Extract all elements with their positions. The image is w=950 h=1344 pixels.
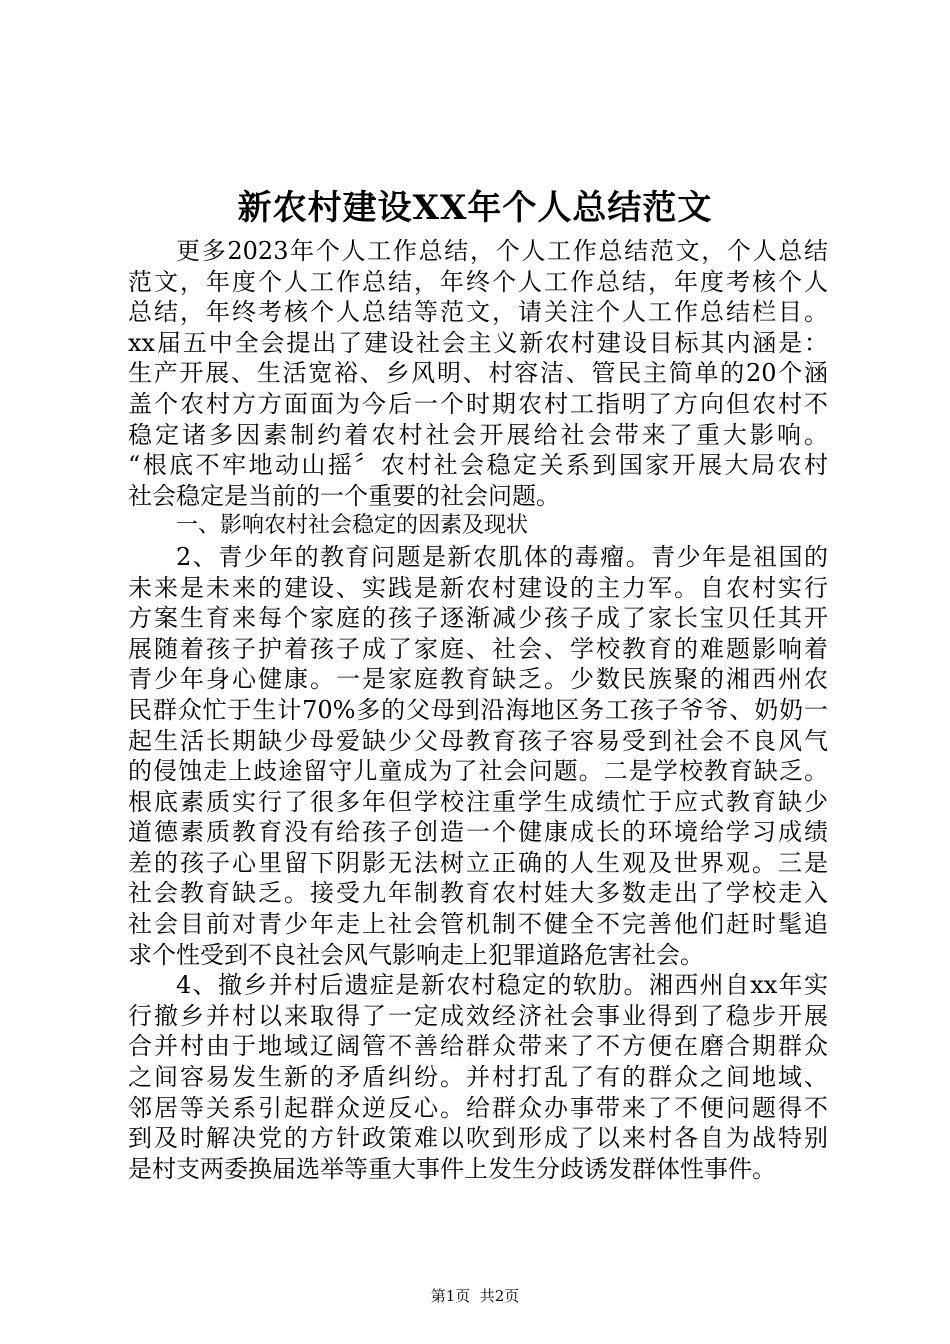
text-line: 未来是未来的建设、实践是新农村建设的主力军。自农村实行 bbox=[128, 573, 828, 602]
section-heading: 一、影响农村社会稳定的因素及现状 bbox=[176, 513, 529, 539]
text-line: 青少年身心健康。一是家庭教育缺乏。少数民族聚的湘西州农 bbox=[128, 665, 828, 694]
text-line: 之间容易发生新的矛盾纠纷。并村打乱了有的群众之间地域、 bbox=[128, 1063, 828, 1092]
document-title: 新农村建设XX年个人总结范文 bbox=[237, 188, 713, 228]
text-line: 生产开展、生活宽裕、乡风明、村容洁、管民主简单的20个涵 bbox=[128, 359, 828, 388]
text-line: 4、撤乡并村后遗症是新农村稳定的软肋。湘西州自xx年实 bbox=[176, 971, 828, 1000]
text-line: 稳定诸多因素制约着农村社会开展给社会带来了重大影响。 bbox=[128, 420, 828, 449]
text-line: 盖个农村方方面面为今后一个时期农村工指明了方向但农村不 bbox=[128, 389, 828, 418]
text-line: 道德素质教育没有给孩子创造一个健康成长的环境给学习成绩 bbox=[128, 818, 828, 847]
text-line: “根底不牢地动山摇〞农村社会稳定关系到国家开展大局农村 bbox=[128, 451, 828, 480]
text-line: 总结，年终考核个人总结等范文，请关注个人工作总结栏目。 bbox=[128, 298, 828, 327]
text-line: 展随着孩子护着孩子成了家庭、社会、学校教育的难题影响着 bbox=[128, 634, 828, 663]
text-line: 邻居等关系引起群众逆反心。给群众办事带来了不便问题得不 bbox=[128, 1093, 828, 1122]
text-line: 行撤乡并村以来取得了一定成效经济社会事业得到了稳步开展 bbox=[128, 1001, 828, 1030]
text-line: 起生活长期缺少母爱缺少父母教育孩子容易受到社会不良风气 bbox=[128, 726, 828, 755]
text-line: 到及时解决党的方针政策难以吹到形成了以来村各自为战特别 bbox=[128, 1124, 828, 1153]
page-footer: 第1页 共2页 bbox=[430, 1287, 520, 1305]
text-line: 是村支两委换届选举等重大事件上发生分歧诱发群体性事件。 bbox=[128, 1154, 776, 1183]
text-line: xx届五中全会提出了建设社会主义新农村建设目标其内涵是： bbox=[128, 328, 828, 357]
text-line: 民群众忙于生计70%多的父母到沿海地区务工孩子爷爷、奶奶一 bbox=[128, 695, 828, 724]
text-line: 根底素质实行了很多年但学校注重学生成绩忙于应式教育缺少 bbox=[128, 787, 828, 816]
text-line: 差的孩子心里留下阴影无法树立正确的人生观及世界观。三是 bbox=[128, 848, 828, 877]
text-line: 的侵蚀走上歧途留守儿童成为了社会问题。二是学校教育缺乏。 bbox=[128, 757, 828, 786]
document-body bbox=[128, 236, 828, 1184]
text-line: 社会教育缺乏。接受九年制教育农村娃大多数走出了学校走入 bbox=[128, 879, 828, 908]
text-line: 社会稳定是当前的一个重要的社会问题。 bbox=[128, 481, 560, 510]
text-line: 2、青少年的教育问题是新农肌体的毒瘤。青少年是祖国的 bbox=[176, 542, 828, 571]
text-line: 求个性受到不良社会风气影响走上犯罪道路危害社会。 bbox=[128, 940, 704, 969]
text-line: 社会目前对青少年走上社会管机制不健全不完善他们赶时髦追 bbox=[128, 910, 828, 939]
text-line: 范文，年度个人工作总结，年终个人工作总结，年度考核个人 bbox=[128, 267, 828, 296]
text-line: 方案生育来每个家庭的孩子逐渐减少孩子成了家长宝贝任其开 bbox=[128, 604, 828, 633]
text-line: 更多2023年个人工作总结，个人工作总结范文，个人总结 bbox=[176, 237, 828, 265]
text-line: 合并村由于地域辽阔管不善给群众带来了不方便在磨合期群众 bbox=[128, 1032, 828, 1061]
